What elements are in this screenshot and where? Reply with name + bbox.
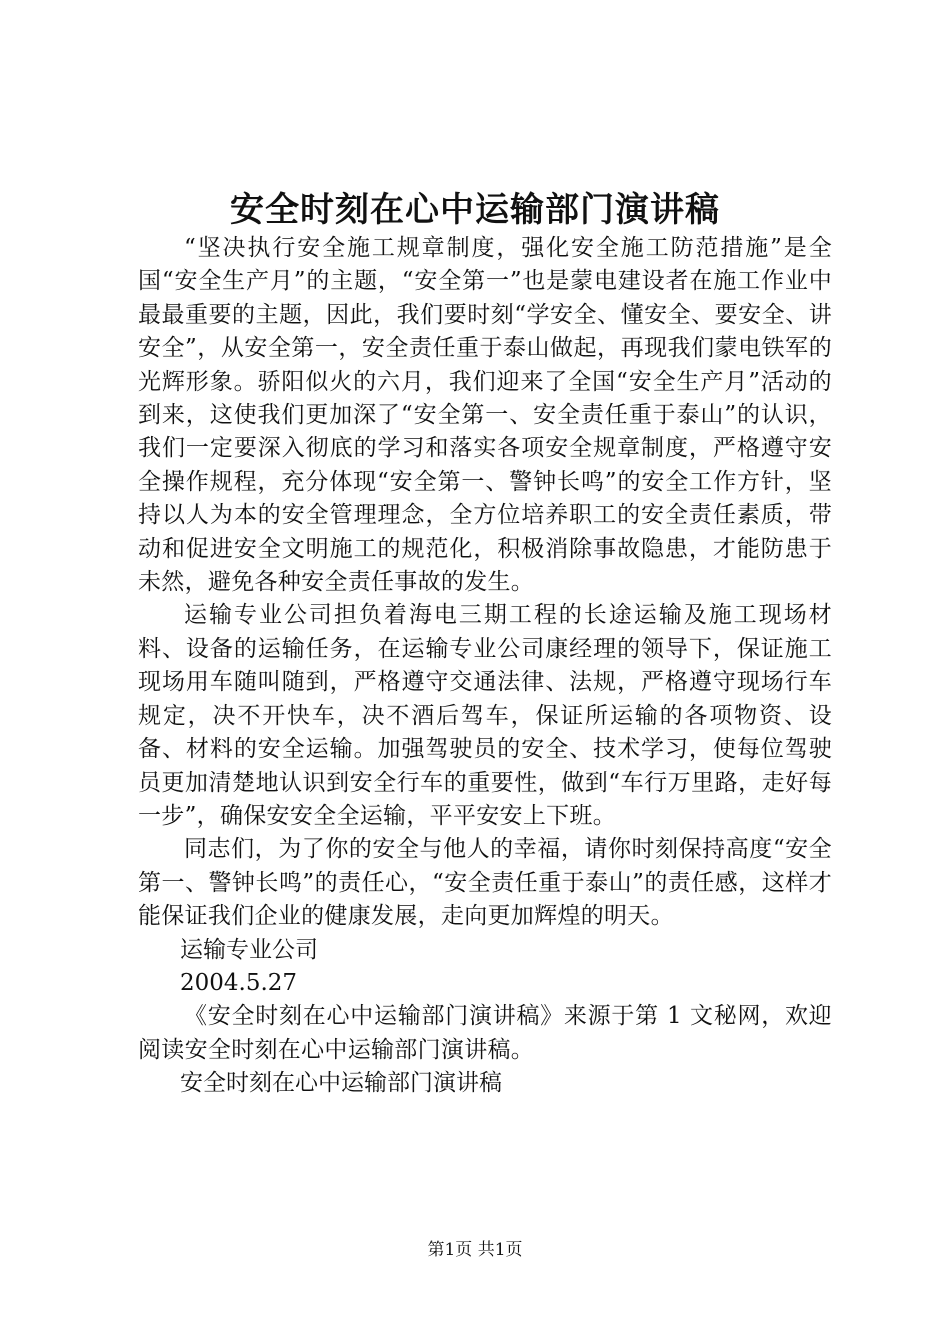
signature-organization: 运输专业公司 xyxy=(180,936,318,963)
signature-date: 2004.5.27 xyxy=(180,969,298,996)
source-note: 《安全时刻在心中运输部门演讲稿》来源于第 1 文秘网，欢迎阅读安全时刻在心中运输部门演讲稿。 xyxy=(138,1003,832,1063)
document-body xyxy=(138,232,832,1101)
page-indicator: 第1页 共1页 xyxy=(427,1240,523,1260)
closing-title: 安全时刻在心中运输部门演讲稿 xyxy=(180,1070,502,1097)
paragraph-1: “坚决执行安全施工规章制度，强化安全施工防范措施”是全国“安全生产月”的主题，“安全第一”也是蒙电建设者在施工作业中最最重要的主题，因此，我们要时刻“学安全、懂安全、要安全、讲安全”，从安全第一，安全责任重于泰山做起，再现我们蒙电铁军的光辉形象。骄阳似火的六月，我们迎来了全国“安全生产月”活动的到来，这使我们更加深了“安全第一、安全责任重于泰山”的认识，我们一定要深入彻底的学习和落实各项安全规章制度，严格遵守安全操作规程，充分体现“安全第一、警钟长鸣”的安全工作方针，坚持以人为本的安全管理理念，全方位培养职工的安全责任素质，带动和促进安全文明施工的规范化，积极消除事故隐患，才能防患于未然，避免各种安全责任事故的发生。 xyxy=(138,235,832,596)
paragraph-3: 同志们，为了你的安全与他人的幸福，请你时刻保持高度“安全第一、警钟长鸣”的责任心，“安全责任重于泰山”的责任感，这样才能保证我们企业的健康发展，走向更加辉煌的明天。 xyxy=(138,836,832,930)
document-title: 安全时刻在心中运输部门演讲稿 xyxy=(230,190,720,230)
paragraph-2: 运输专业公司担负着海电三期工程的长途运输及施工现场材料、设备的运输任务，在运输专业公司康经理的领导下，保证施工现场用车随叫随到，严格遵守交通法律、法规，严格遵守现场行车规定，决不开快车，决不酒后驾车，保证所运输的各项物资、设备、材料的安全运输。加强驾驶员的安全、技术学习，使每位驾驶员更加清楚地认识到安全行车的重要性，做到“车行万里路，走好每一步”，确保安安全全运输，平平安安上下班。 xyxy=(138,602,832,829)
